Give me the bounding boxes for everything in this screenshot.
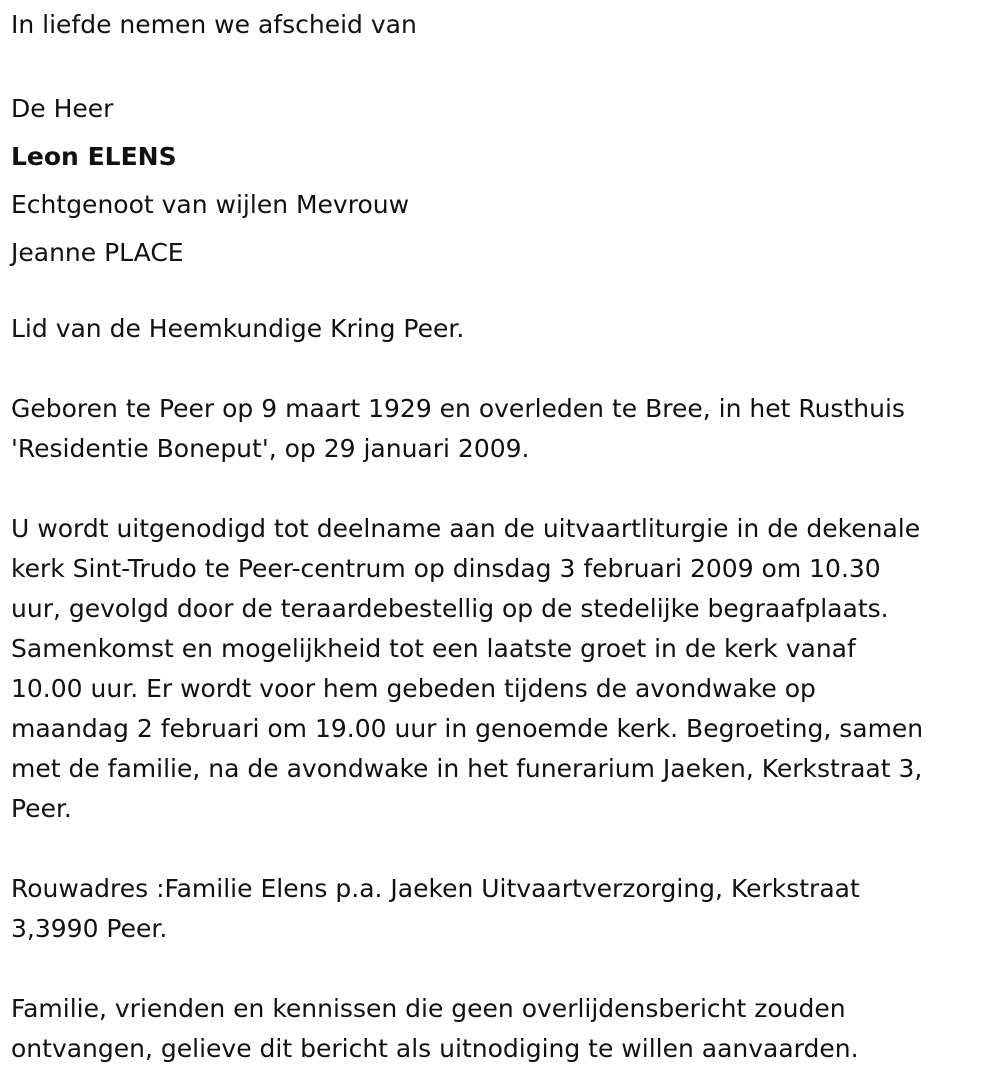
funeral-paragraph [11, 509, 991, 829]
address-line-2: 3,3990 Peer. [11, 914, 168, 943]
birth-death-paragraph [11, 389, 991, 469]
closing-paragraph [11, 989, 991, 1069]
closing-line-2: ontvangen, gelieve dit bericht als uitnodiging te willen aanvaarden. [11, 1034, 859, 1063]
funeral-line: met de familie, na de avondwake in het funerarium Jaeken, Kerkstraat 3, [11, 754, 923, 783]
deceased-name: Leon ELENS [11, 142, 177, 171]
funeral-line: U wordt uitgenodigd tot deelname aan de uitvaartliturgie in de dekenale [11, 514, 921, 543]
funeral-line: maandag 2 februari om 19.00 uur in genoemde kerk. Begroeting, samen [11, 714, 924, 743]
funeral-line: Peer. [11, 794, 72, 823]
spouse-line-2: Jeanne PLACE [11, 238, 184, 267]
birth-death-line-1: Geboren te Peer op 9 maart 1929 en overleden te Bree, in het Rusthuis [11, 394, 905, 423]
funeral-line: 10.00 uur. Er wordt voor hem gebeden tijdens de avondwake op [11, 674, 816, 703]
membership-text: Lid van de Heemkundige Kring Peer. [11, 314, 465, 343]
honorific: De Heer [11, 94, 114, 123]
deceased-block [11, 85, 986, 277]
funeral-line: uur, gevolgd door de teraardebestellig op de stedelijke begraafplaats. [11, 594, 889, 623]
address-line-1: Rouwadres :Familie Elens p.a. Jaeken Uitvaartverzorging, Kerkstraat [11, 874, 860, 903]
closing-line-1: Familie, vrienden en kennissen die geen overlijdensbericht zouden [11, 994, 846, 1023]
funeral-line: Samenkomst en mogelijkheid tot een laatste groet in de kerk vanaf [11, 634, 856, 663]
birth-death-line-2: 'Residentie Boneput', op 29 januari 2009. [11, 434, 530, 463]
address-paragraph [11, 869, 991, 949]
intro-text: In liefde nemen we afscheid van [11, 10, 417, 39]
membership-paragraph [11, 309, 991, 349]
funeral-line: kerk Sint-Trudo te Peer-centrum op dinsdag 3 februari 2009 om 10.30 [11, 554, 881, 583]
spouse-line-1: Echtgenoot van wijlen Mevrouw [11, 190, 410, 219]
